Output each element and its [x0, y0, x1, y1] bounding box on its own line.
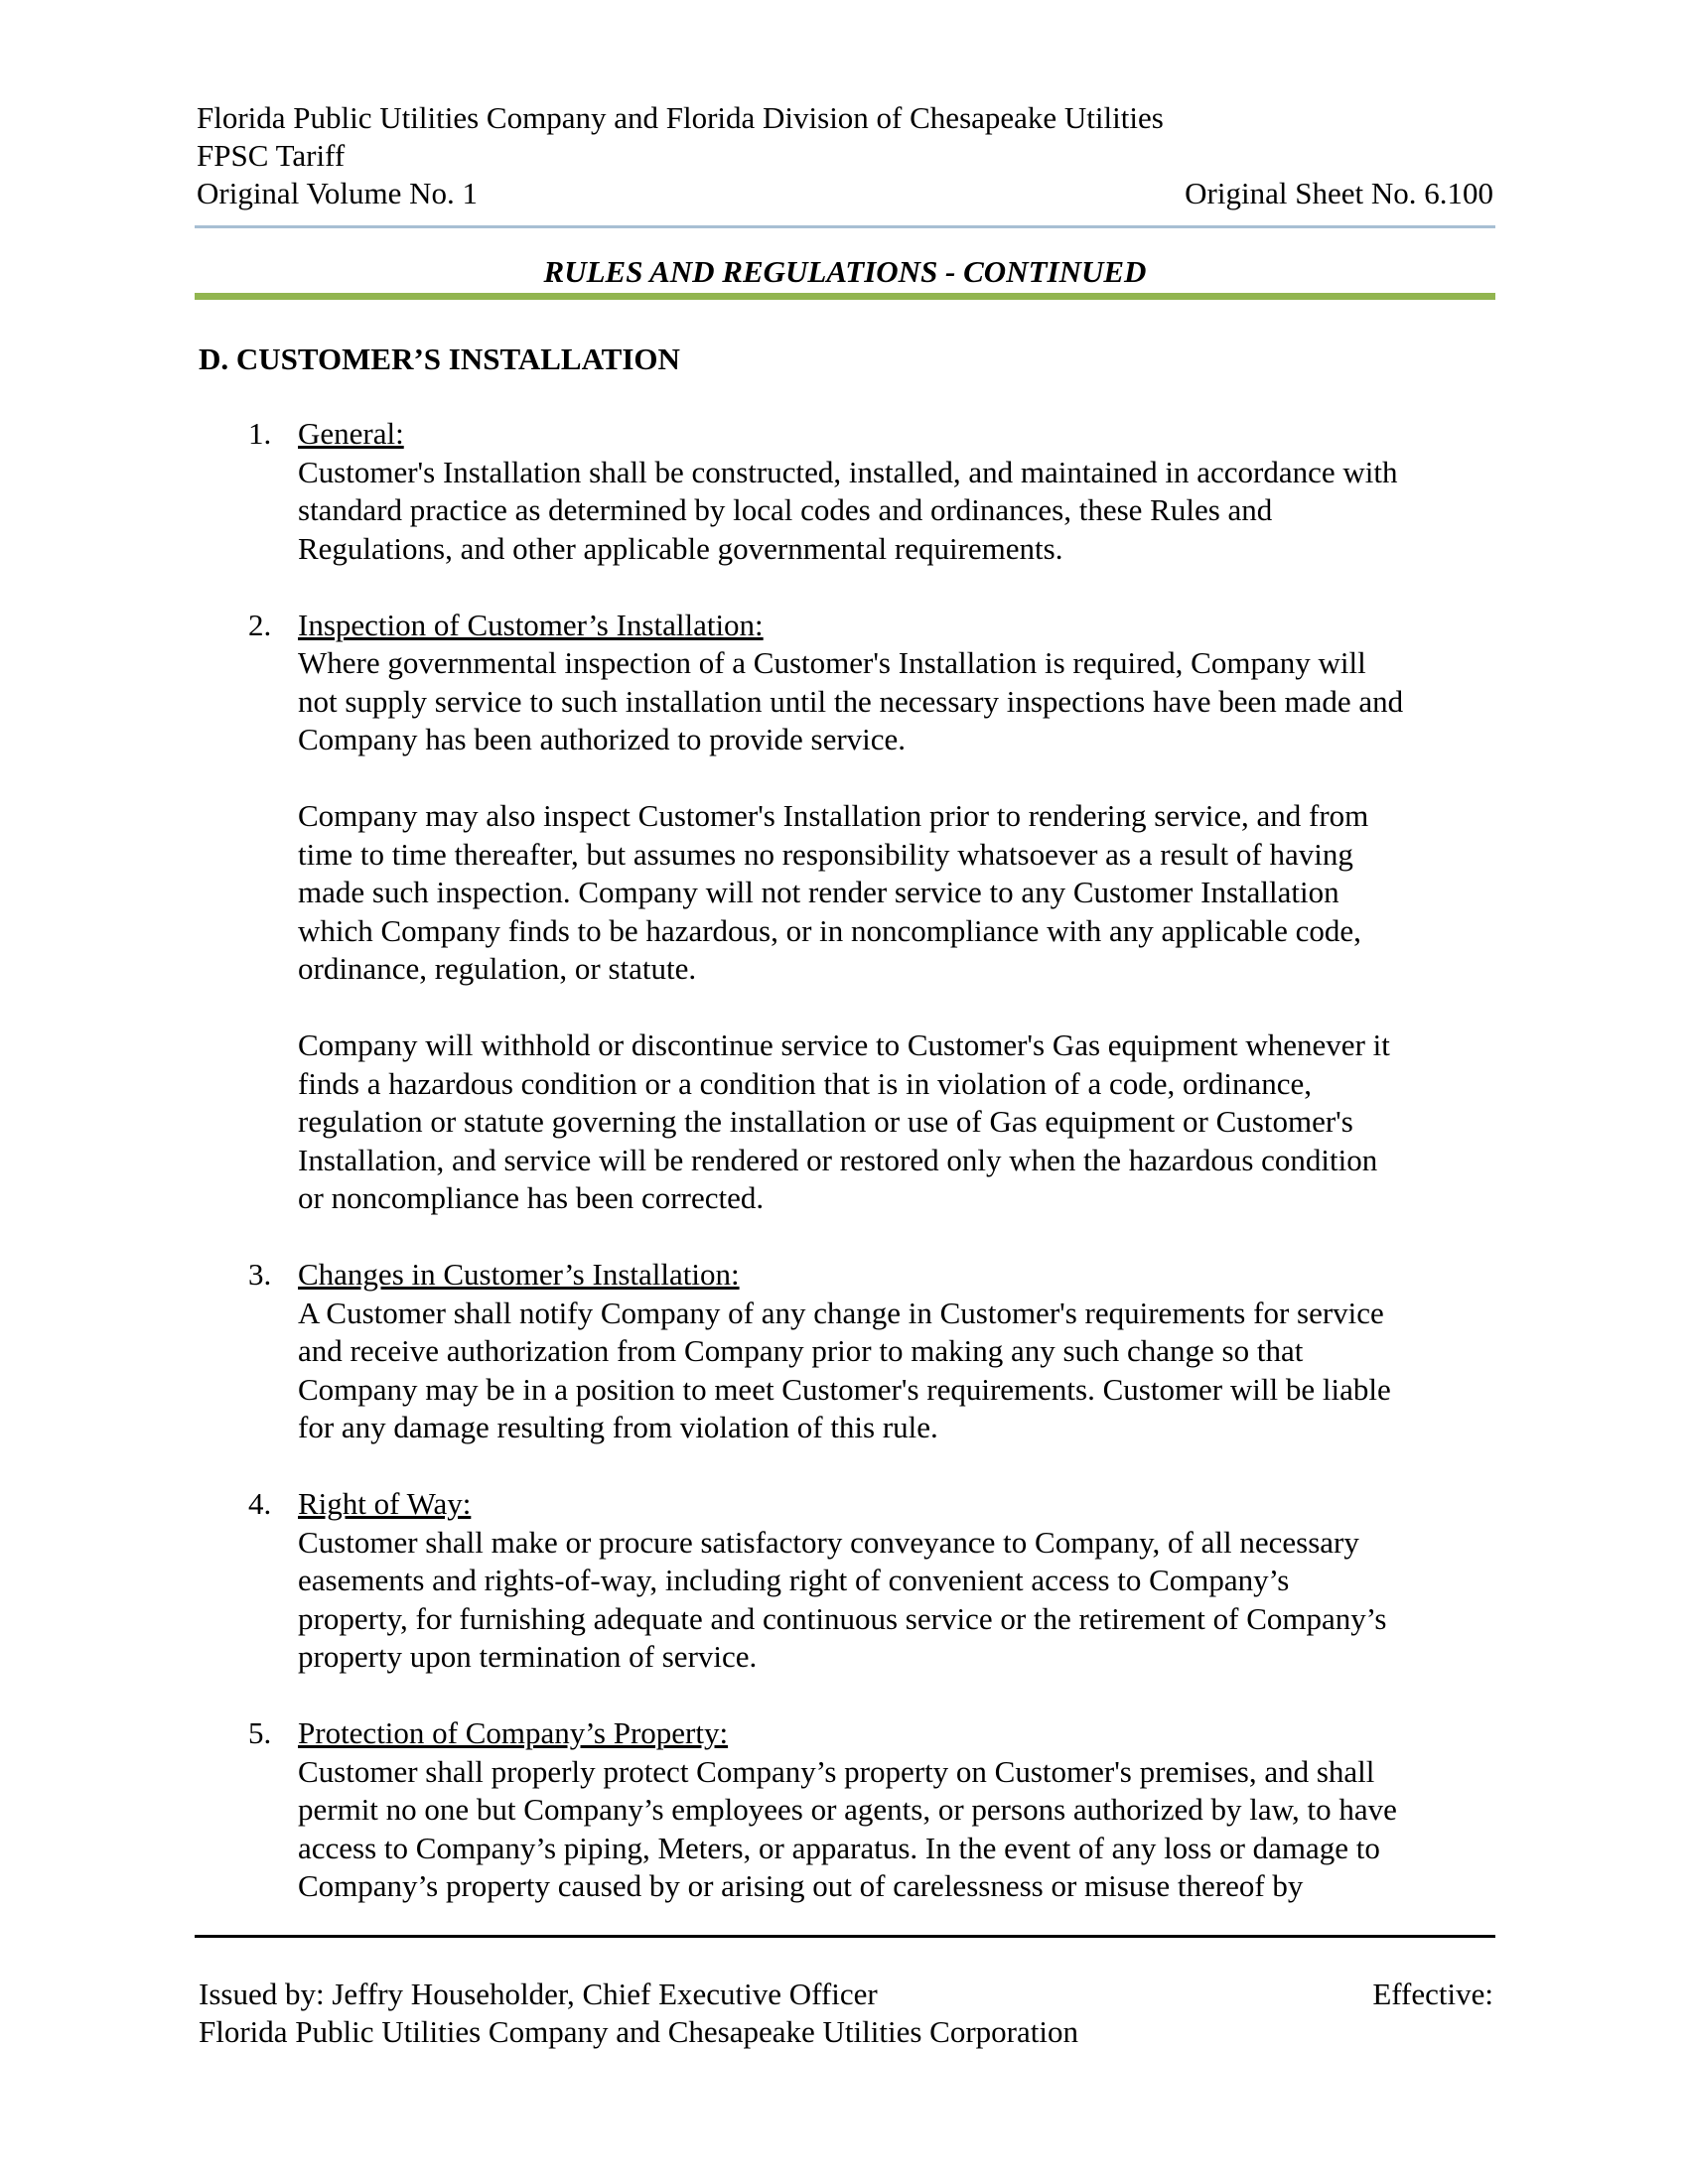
rule-item-title-row [298, 607, 1495, 645]
header-volume: Original Volume No. 1 [197, 176, 479, 210]
rule-item-title: Right of Way: [298, 1486, 472, 1521]
paragraph-line: regulation or statute governing the installation or use of Gas equipment or Customer's [298, 1104, 1353, 1139]
rule-item-content [298, 607, 1495, 1218]
rule-item [199, 1714, 1495, 1906]
paragraph-line: finds a hazardous condition or a condition that is in violation of a code, ordinance, [298, 1065, 1313, 1101]
paragraph-line: ordinance, regulation, or statute. [298, 951, 697, 986]
rule-item [199, 1485, 1495, 1677]
paragraph-line: time to time thereafter, but assumes no responsibility whatsoever as a result of having [298, 836, 1353, 872]
rule-paragraph [298, 644, 1495, 759]
rule-paragraph [298, 1295, 1495, 1447]
footer-divider [195, 1935, 1495, 1938]
section-heading: D. CUSTOMER’S INSTALLATION [199, 341, 680, 376]
rule-item-title: General: [298, 416, 404, 451]
rule-item-number: 5. [248, 1715, 272, 1750]
paragraph-line: Customer shall properly protect Company’s property on Customer's premises, and shall [298, 1753, 1375, 1789]
paragraph-line: Company may also inspect Customer's Installation prior to rendering service, and from [298, 798, 1369, 833]
rule-item-content [298, 1256, 1495, 1447]
rule-paragraph [298, 1753, 1495, 1906]
rules-list [199, 415, 1495, 1944]
paragraph-line: standard practice as determined by local codes and ordinances, these Rules and [298, 492, 1273, 527]
paragraph-line: permit no one but Company’s employees or agents, or persons authorized by law, to have [298, 1792, 1397, 1827]
section-title: RULES AND REGULATIONS - CONTINUED [543, 254, 1147, 289]
paragraph-line: or noncompliance has been corrected. [298, 1180, 765, 1215]
paragraph-line: and receive authorization from Company prior to making any such change so that [298, 1333, 1304, 1368]
rule-item [199, 607, 1495, 1218]
rule-item [199, 1256, 1495, 1447]
footer-effective: Effective: [1372, 1977, 1493, 2011]
footer-issued-row [199, 1976, 1493, 2013]
page-footer [199, 1976, 1493, 2051]
header-sheet-number: Original Sheet No. 6.100 [1185, 176, 1493, 210]
rule-item-title: Changes in Customer’s Installation: [298, 1257, 740, 1292]
rule-item-content [298, 415, 1495, 568]
page-header [197, 99, 1493, 212]
rule-paragraph [298, 454, 1495, 569]
paragraph-line: A Customer shall notify Company of any change in Customer's requirements for service [298, 1295, 1384, 1330]
header-tariff-line: FPSC Tariff [197, 138, 346, 173]
paragraph-line: Installation, and service will be rendered or restored only when the hazardous condition [298, 1142, 1378, 1177]
header-company-line: Florida Public Utilities Company and Florida Division of Chesapeake Utilities [197, 100, 1164, 135]
rule-item-title-row [298, 1485, 1495, 1524]
rule-item-content [298, 1485, 1495, 1677]
rule-item-number: 2. [248, 607, 272, 642]
paragraph-line: Where governmental inspection of a Customer's Installation is required, Company will [298, 645, 1366, 680]
paragraph-line: not supply service to such installation until the necessary inspections have been made and [298, 683, 1404, 719]
rule-paragraph [298, 1524, 1495, 1677]
paragraph-line: for any damage resulting from violation of this rule. [298, 1410, 938, 1444]
rule-item-number: 4. [248, 1486, 272, 1521]
rule-item-number: 1. [248, 416, 272, 451]
paragraph-line: Customer's Installation shall be constructed, installed, and maintained in accordance with [298, 454, 1398, 489]
paragraph-line: Company’s property caused by or arising out of carelessness or misuse thereof by [298, 1868, 1304, 1903]
rule-item-title-row [298, 1256, 1495, 1295]
footer-company: Florida Public Utilities Company and Chesapeake Utilities Corporation [199, 2014, 1078, 2049]
paragraph-line: Company will withhold or discontinue service to Customer's Gas equipment whenever it [298, 1027, 1390, 1062]
paragraph-line: property upon termination of service. [298, 1639, 758, 1674]
rule-item-content [298, 1714, 1495, 1906]
rule-paragraph [298, 1026, 1495, 1218]
paragraph-line: Customer shall make or procure satisfactory conveyance to Company, of all necessary [298, 1524, 1359, 1560]
section-title-underline [195, 293, 1495, 300]
rule-item-title-row [298, 415, 1495, 454]
rule-paragraph [298, 797, 1495, 989]
paragraph-line: made such inspection. Company will not render service to any Customer Installation [298, 875, 1339, 909]
paragraph-line: which Company finds to be hazardous, or in noncompliance with any applicable code, [298, 912, 1361, 948]
paragraph-line: Company may be in a position to meet Customer's requirements. Customer will be liable [298, 1371, 1391, 1407]
paragraph-line: easements and rights-of-way, including right of convenient access to Company’s [298, 1563, 1290, 1597]
paragraph-line: Regulations, and other applicable governmental requirements. [298, 530, 1063, 566]
paragraph-line: Company has been authorized to provide service. [298, 722, 907, 756]
rule-item [199, 415, 1495, 568]
paragraph-line: access to Company’s piping, Meters, or apparatus. In the event of any loss or damage to [298, 1830, 1380, 1865]
header-volume-row [197, 175, 1493, 212]
rule-item-title: Inspection of Customer’s Installation: [298, 607, 764, 642]
rule-item-title: Protection of Company’s Property: [298, 1715, 729, 1750]
rule-item-title-row [298, 1714, 1495, 1753]
rule-item-number: 3. [248, 1257, 272, 1292]
header-divider [195, 225, 1495, 228]
footer-issued-by: Issued by: Jeffry Householder, Chief Executive Officer [199, 1977, 878, 2011]
paragraph-line: property, for furnishing adequate and continuous service or the retirement of Company’s [298, 1600, 1387, 1636]
